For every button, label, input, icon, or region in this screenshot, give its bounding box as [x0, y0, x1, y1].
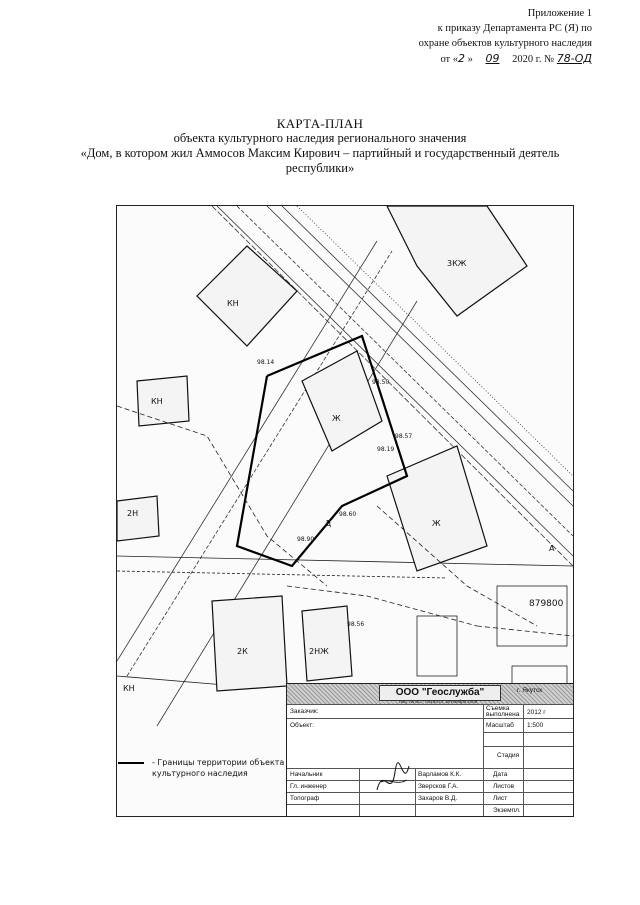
appendix-line-2: к приказу Департамента РС (Я) по — [437, 23, 592, 34]
date-day: 2 — [458, 52, 466, 65]
appendix-line-1: Приложение 1 — [527, 8, 592, 19]
stamp-sheet-label: Лист — [493, 795, 508, 802]
stamp-copy-label: Экземпл. — [493, 807, 521, 814]
title-line-4: республики» — [285, 161, 355, 175]
stamp-topographer-label: Топограф — [290, 795, 320, 802]
label-3kzh: 3КЖ — [447, 259, 467, 268]
stamp-topographer-name: Захаров В.Д. — [418, 795, 458, 802]
building-kn-left — [137, 376, 189, 426]
order-number: 78-ОД — [556, 52, 592, 65]
building-zh-center — [302, 351, 382, 451]
label-2nzh: 2НЖ — [309, 647, 329, 656]
label-level-4: 98.50 — [372, 379, 390, 386]
stamp-engineer-name: Зверсков Г.А. — [418, 783, 459, 790]
document-title: КАРТА-ПЛАН — [276, 116, 364, 131]
stamp-engineer-label: Гл. инженер — [290, 783, 327, 790]
stamp-date-label: Дата — [493, 771, 508, 778]
stamp-scale-label: Масштаб — [486, 722, 514, 729]
stamp-survey-value: 2012 г — [527, 709, 546, 716]
label-kn-bottom: КН — [123, 684, 135, 693]
building-2nzh — [302, 606, 352, 681]
building-2k — [212, 596, 287, 691]
date-year: 2020 г. № — [512, 54, 555, 65]
stamp-sheets-label: Листов — [493, 783, 515, 790]
label-2k: 2К — [237, 647, 248, 656]
label-kn-top: КН — [227, 299, 239, 308]
label-zh-center: Ж — [332, 414, 341, 423]
stamp-customer-label: Заказчик: — [290, 708, 319, 715]
label-kn-left: КН — [151, 397, 163, 406]
appendix-line-3: охране объектов культурного наследия — [418, 38, 592, 49]
label-level-1: 98.90 — [297, 536, 315, 543]
stamp-license: Лиц. № ВС - 00164 от 18 ноября 2009 — [398, 699, 478, 704]
label-level-6: 98.57 — [395, 433, 413, 440]
document-title-block — [40, 116, 600, 176]
stamp-head-label: Начальник — [290, 771, 323, 778]
signature-image — [373, 760, 413, 798]
legend-text: - Границы территории объекта культурного наследия — [152, 758, 285, 778]
stamp-company: ООО "Геослужба" — [379, 685, 501, 701]
appendix-header — [332, 6, 592, 67]
building-kn-top — [197, 246, 297, 346]
title-stamp — [286, 683, 574, 817]
stamp-city: г. Якутск — [517, 687, 543, 694]
date-mid: » — [467, 54, 473, 65]
title-line-2: объекта культурного наследия регионального значения — [173, 131, 467, 145]
date-month: 09 — [485, 52, 500, 65]
stamp-object-label: Объект: — [290, 722, 314, 729]
label-letter-a: А — [549, 544, 555, 553]
appendix-date-line — [332, 51, 592, 67]
label-zh-right: Ж — [432, 519, 441, 528]
label-coordinate: 879800 — [529, 599, 564, 609]
title-line-3: «Дом, в котором жил Аммосов Максим Кирович – партийный и государственный деятель — [80, 146, 560, 160]
label-level-7: 98.14 — [257, 359, 275, 366]
label-level-3: 98.56 — [347, 621, 365, 628]
buildings — [117, 206, 527, 691]
label-level-5: 98.19 — [377, 446, 395, 453]
stamp-head-name: Варламов К.К. — [418, 771, 462, 778]
label-level-2: 98.60 — [339, 511, 357, 518]
stamp-survey-label: Съемка выполнена — [486, 705, 520, 718]
building-zh-right — [387, 446, 487, 571]
label-2n: 2Н — [127, 509, 139, 518]
legend-boundary-symbol — [118, 762, 144, 764]
label-letter-d: Д — [325, 519, 332, 528]
stamp-scale-value: 1:500 — [527, 722, 544, 729]
stamp-stage-label: Стадия — [497, 752, 520, 759]
date-prefix: от « — [440, 54, 459, 65]
building-2n — [117, 496, 159, 541]
